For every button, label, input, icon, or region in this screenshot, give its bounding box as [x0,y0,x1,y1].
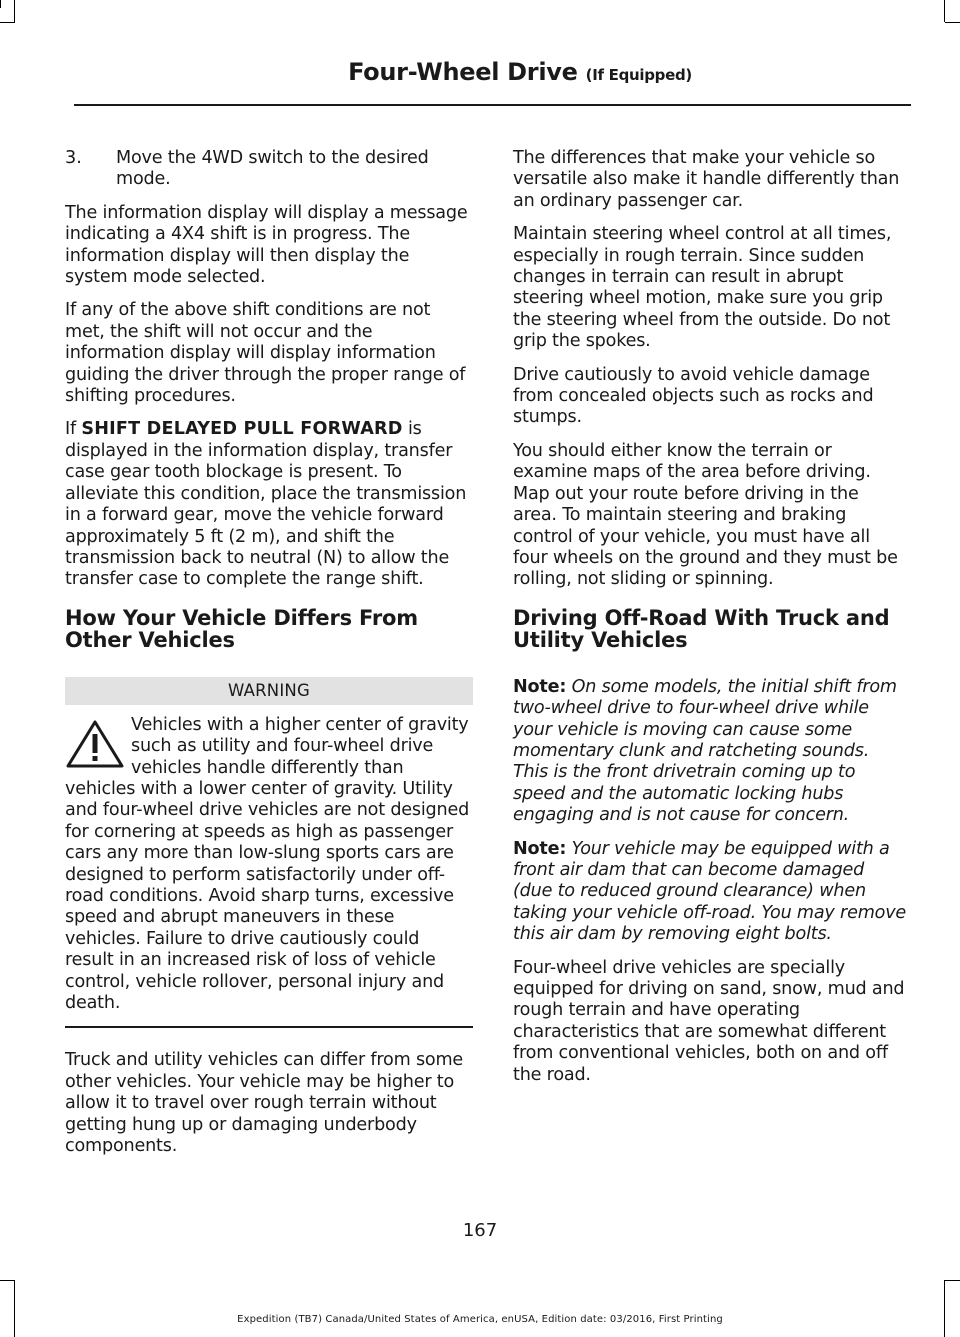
paragraph: If any of the above shift conditions are not met, the shift will not occur and the information display will display information guiding the driver through the proper range of shifting procedures. [65,300,466,407]
section-qualifier: (If Equipped) [585,66,692,84]
crop-mark [0,22,15,23]
paragraph: Truck and utility vehicles can differ from some other vehicles. Your vehicle may be higher to allow it to travel over rough terrain without getting hung up or damaging underbody components. [65,1050,464,1157]
note [513,677,907,827]
paragraph [65,419,473,590]
crop-mark [0,1280,15,1281]
message-text: SHIFT DELAYED PULL FORWARD [81,419,403,440]
warning-label: WARNING [228,681,310,701]
page-number: 167 [462,1220,498,1241]
page-header [348,58,692,86]
section-title: Four-Wheel Drive [348,58,578,86]
note [513,839,907,946]
note-label: Note: [513,676,567,697]
warning-text: Vehicles with a higher center of gravity such as utility and four-wheel drive vehicles handle differently than vehicles with a lower center of gravity. Utility and four-wheel drive vehicles are not designed for cornering at speeds as high as passenger cars any more than low-slung sports cars are designed to perform satisfactorily under off-road conditions. Avoid sharp turns, excessive speed and abrupt maneuvers in these vehicles. Failure to drive cautiously could result in an increased risk of loss of vehicle control, vehicle rollover, personal injury and death. [65,714,470,1013]
crop-mark [0,0,1,8]
paragraph: Drive cautiously to avoid vehicle damage from concealed objects such as rocks and stumps. [513,364,874,428]
paragraph: The differences that make your vehicle so versatile also make it handle differently than an ordinary passenger car. [513,148,900,211]
crop-mark [944,1280,945,1337]
warning-banner [65,677,473,705]
right-column [513,148,907,1098]
warning-triangle-icon [65,719,125,769]
note-label: Note: [513,838,567,859]
note-text: Your vehicle may be equipped with a front air dam that can become damaged (due to reduced ground clearance) when taking your vehicle off-road. You may remove this air dam by removing eight bolts. [513,838,907,945]
section-heading: Driving Off-Road With Truck and Utility Vehicles [513,605,890,652]
crop-mark [14,1280,15,1337]
paragraph: You should either know the terrain or examine maps of the area before driving. Map out your route before driving in the area. To maintain steering and braking control of your vehicle, you must have all four wheels on the ground and they must be rolling, not sliding or spinning. [513,440,898,590]
left-column [65,148,473,1169]
warning-box [65,715,473,1015]
paragraph: The information display will display a message indicating a 4X4 shift is in progress. The information display will then display the system mode selected. [65,202,468,288]
step-text: Move the 4WD switch to the desired mode. [116,148,429,190]
header-divider [74,104,911,106]
crop-mark [945,22,960,23]
crop-mark [14,0,15,22]
paragraph-prefix: If [65,419,82,440]
warning-divider [65,1026,473,1028]
paragraph-text: is displayed in the information display, transfer case gear tooth blockage is present. To alleviate this condition, place the transmission in a forward gear, move the vehicle forward approximately 5 ft (2 m), and shift the transmission back to neutral (N) to allow the transfer case to complete the range shift. [65,419,467,590]
crop-mark [945,1280,960,1281]
paragraph: Four-wheel drive vehicles are specially equipped for driving on sand, snow, mud and rough terrain and have operating characteristics that are somewhat different from conventional vehicles, both on and off the road. [513,957,905,1085]
section-heading: How Your Vehicle Differs From Other Vehicles [65,605,418,652]
note-text: On some models, the initial shift from two-wheel drive to four-wheel drive while your vehicle is moving can cause some momentary clunk and ratcheting sounds. This is the front drivetrain coming up to speed and the automatic locking hubs engaging and is not cause for concern. [513,676,897,826]
paragraph: Maintain steering wheel control at all times, especially in rough terrain. Since sudden changes in terrain can result in abrupt steering wheel motion, make sure you grip the steering wheel from the outside. Do not grip the spokes. [513,224,892,352]
step-item [65,148,473,191]
footer-text: Expedition (TB7) Canada/United States of America, enUSA, Edition date: 03/2016, First Printing [237,1314,723,1325]
step-number: 3. [65,148,82,168]
crop-mark [944,0,945,22]
